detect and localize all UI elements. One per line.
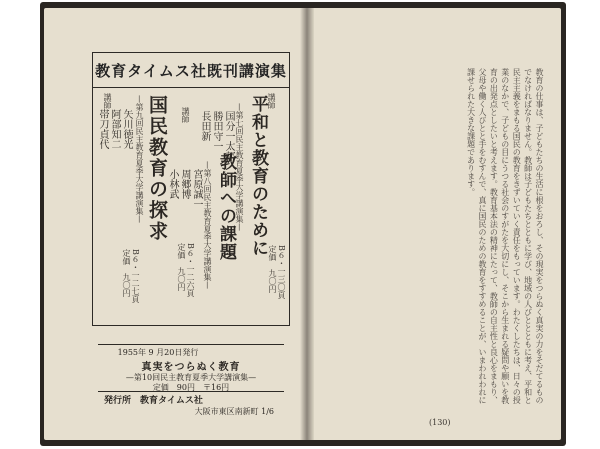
book3-price: 定価 九〇円 <box>122 249 131 297</box>
book3-speakers-label: 講師 <box>103 93 112 109</box>
book1-speaker-1: 国分一太郎 <box>223 111 234 161</box>
book1-title: 平和と教育のために <box>248 95 268 257</box>
book1-subtitle: —第七回民主教育夏季大学講演集— <box>235 103 244 231</box>
imprint-title: 真実をつらぬく教育 <box>141 362 241 373</box>
page-number: (130) <box>429 418 451 427</box>
imprint-top-rule <box>98 344 284 345</box>
book1-speaker-2: 勝田守一 <box>211 111 222 151</box>
book2-speakers-label: 講師 <box>181 107 190 123</box>
imprint-subtitle: —第10回民主教育夏季大学講演集— <box>125 373 257 382</box>
book3-speaker-2: 阿部知二 <box>109 109 120 149</box>
book3-speaker-1: 矢川徳光 <box>121 109 132 149</box>
right-page-content <box>309 8 561 440</box>
book2-title: 教師への課題 <box>216 153 236 261</box>
book2-speaker-2: 周郷博 <box>179 169 190 199</box>
book2-price: 定価 九〇円 <box>177 243 186 291</box>
book1-speaker-3: 長田新 <box>199 111 210 141</box>
ad-header: 教育タイムス社既刊講演集 <box>93 53 289 88</box>
book3-subtitle: —第九回民主教育夏季大学講演集— <box>135 95 144 223</box>
book3-title: 国民教育の探求 <box>146 95 168 242</box>
body-text: 教育の仕事は、子どもたちの生活に根をおろし、その現実をつらぬく真実の力をそだてるものでなければなりません。教師は子どもたちとともに学び、地域の人びととともに考え、平和と民主主義をまもる国民の教育をきずいていく責任をもっています。わたくしたちは、日々の授業のなかで、子どもの目にうつる社会のすがたを大切にし、そこから生まれる疑問や願いを教育の出発点としたいと考えます。教育基本法の精神にたって、教師の自主性と良心をまもり、父母や働く人びとと手をむすんで、真に国民のための教育をすすめることが、いまわれわれに課せられた大きな課題であります。 <box>466 68 544 404</box>
imprint-price: 定価 90円 〒16円 <box>152 383 230 392</box>
book3-spec: B６・一二七頁 <box>131 249 140 303</box>
book2-subtitle: —第八回民主教育夏季大学講演集— <box>203 161 212 289</box>
book1-spec: B６・一三〇頁 <box>277 245 286 299</box>
book3-speaker-3: 帯刀貞代 <box>97 109 108 149</box>
imprint <box>98 347 284 419</box>
imprint-date: 1955年 9 月20日発行 <box>117 348 199 357</box>
book2-speaker-3: 小林武 <box>167 169 178 199</box>
imprint-publisher: 発行所 教育タイムス社 <box>104 396 203 406</box>
book2-spec: B６・一二六頁 <box>186 243 195 297</box>
book2-speaker-1: 宮原誠一 <box>191 169 202 209</box>
book1-speakers-label: 講師 <box>267 93 276 109</box>
book1-price: 定価 九〇円 <box>268 245 277 293</box>
advertisement-box <box>92 52 290 326</box>
imprint-address: 大阪市東区南新町 1/6 <box>194 407 274 416</box>
